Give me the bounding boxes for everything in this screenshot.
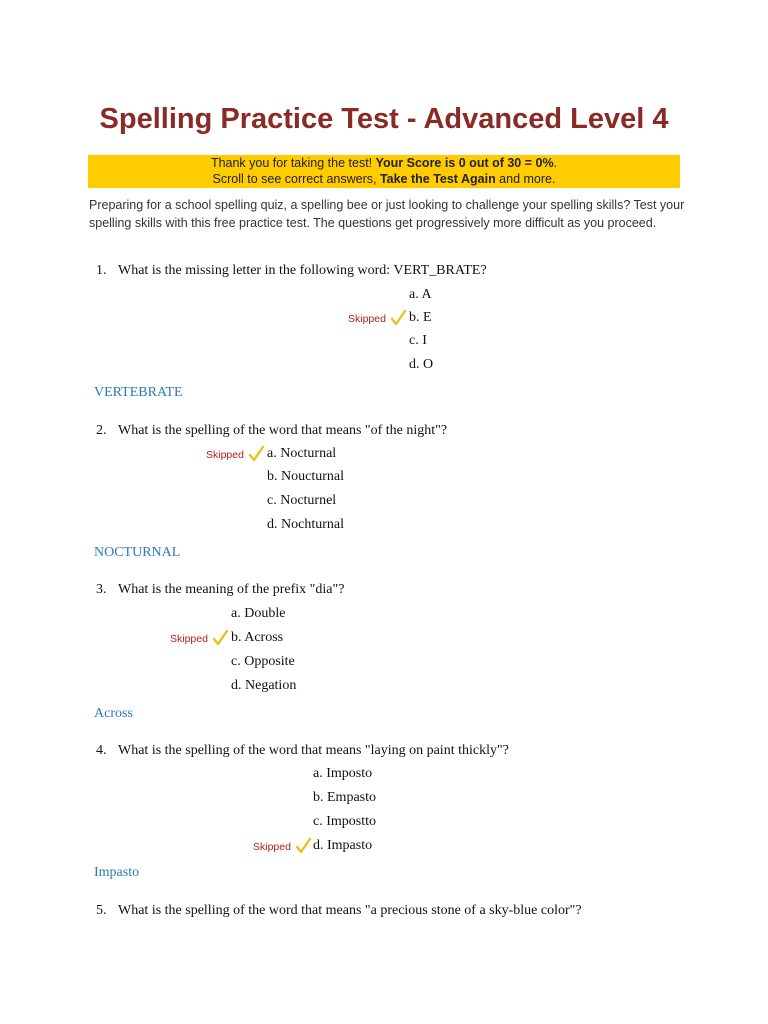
option-a[interactable]: a. Nocturnal xyxy=(267,446,337,461)
correct-answer: Across xyxy=(94,706,133,721)
score-banner xyxy=(88,155,680,188)
question-3 xyxy=(96,581,344,599)
check-icon xyxy=(212,628,230,648)
skipped-label: Skipped xyxy=(253,841,291,853)
option-b[interactable]: b. Empasto xyxy=(313,790,376,805)
scroll-text: Scroll to see correct answers, xyxy=(212,171,380,186)
thanks-text: Thank you for taking the test! xyxy=(210,156,376,170)
question-text: What is the missing letter in the following word: VERT_BRATE? xyxy=(118,263,487,278)
skipped-label: Skipped xyxy=(348,313,386,325)
correct-answer: VERTEBRATE xyxy=(94,385,183,400)
correct-answer: NOCTURNAL xyxy=(94,545,181,560)
score-line xyxy=(88,156,680,172)
take-test-again-link[interactable]: Take the Test Again xyxy=(379,171,496,186)
option-d[interactable]: d. Impasto xyxy=(313,838,373,853)
score-text: Your Score is 0 out of 30 = 0% xyxy=(375,156,554,170)
question-5 xyxy=(96,902,582,920)
skipped-label: Skipped xyxy=(170,633,208,645)
page-title: Spelling Practice Test - Advanced Level 4 xyxy=(99,103,669,135)
option-b[interactable]: b. Noucturnal xyxy=(267,469,344,484)
question-2 xyxy=(96,422,447,440)
question-text: What is the spelling of the word that means "a precious stone of a sky-blue color"? xyxy=(118,903,582,918)
check-icon xyxy=(295,836,313,856)
option-a[interactable]: a. A xyxy=(409,287,432,302)
question-number: 5. xyxy=(96,903,107,918)
and-more-text: and more. xyxy=(495,171,556,186)
check-icon xyxy=(248,444,266,464)
option-b[interactable]: b. Across xyxy=(231,630,284,645)
skipped-marker xyxy=(348,310,386,328)
question-4 xyxy=(96,742,509,760)
question-1 xyxy=(96,262,487,280)
skipped-marker xyxy=(253,838,291,856)
question-number: 3. xyxy=(96,582,107,597)
retake-line xyxy=(88,172,680,188)
question-number: 4. xyxy=(96,743,107,758)
option-c[interactable]: c. Nocturnel xyxy=(267,493,337,508)
check-icon xyxy=(390,308,408,328)
score-period: . xyxy=(553,156,558,170)
question-text: What is the spelling of the word that means "of the night"? xyxy=(118,423,448,438)
question-number: 2. xyxy=(96,423,107,438)
question-text: What is the spelling of the word that means "laying on paint thickly"? xyxy=(118,743,509,758)
skipped-marker xyxy=(170,630,208,648)
option-c[interactable]: c. I xyxy=(409,333,427,348)
option-a[interactable]: a. Imposto xyxy=(313,766,373,781)
option-d[interactable]: d. Negation xyxy=(231,678,297,693)
intro-paragraph: Preparing for a school spelling quiz, a spelling bee or just looking to challenge your spelling skills? Test your spelling skills with this free practice test. The questions get progressively more difficult as you proceed. xyxy=(89,198,685,230)
option-b[interactable]: b. E xyxy=(409,310,432,325)
question-number: 1. xyxy=(96,263,107,278)
correct-answer: Impasto xyxy=(94,865,140,880)
skipped-marker xyxy=(206,446,244,464)
skipped-label: Skipped xyxy=(206,449,244,461)
option-d[interactable]: d. Nochturnal xyxy=(267,517,344,532)
option-d[interactable]: d. O xyxy=(409,357,434,372)
option-c[interactable]: c. Imposttо xyxy=(313,814,376,829)
option-a[interactable]: a. Double xyxy=(231,606,286,621)
option-c[interactable]: c. Opposite xyxy=(231,654,295,669)
question-text: What is the meaning of the prefix "dia"? xyxy=(118,582,345,597)
